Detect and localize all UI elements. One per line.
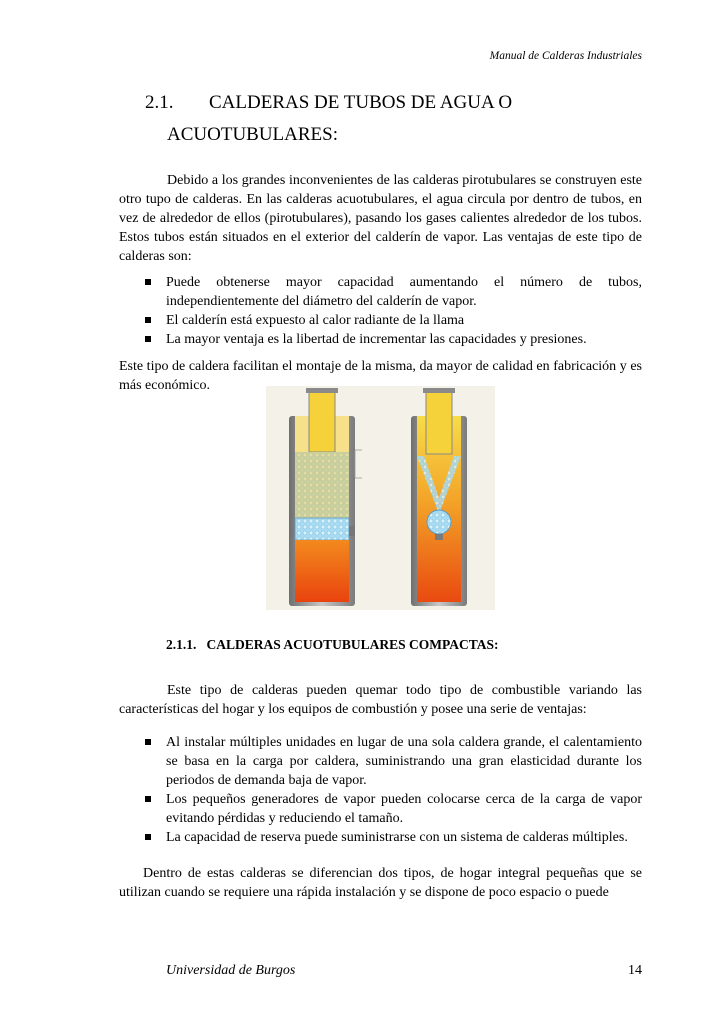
boiler-left xyxy=(289,388,362,606)
list-item: Los pequeños generadores de vapor pueden colocarse cerca de la carga de vapor evitando pérdidas y reduciendo el tamaño. xyxy=(145,790,642,828)
list-item: La capacidad de reserva puede suministrarse con un sistema de calderas múltiples. xyxy=(145,828,642,847)
intro-paragraph: Debido a los grandes inconvenientes de las calderas pirotubulares se construyen este otro tupo de calderas. En las calderas acuotubulares, el agua circula por dentro de tubos, en vez de alrededor de ellos (pirotubulares), pasando los gases calientes alrededor de los tubos. Estos tubos están situados en el exterior del calderín de vapor. Las ventajas de este tipo de calderas son: xyxy=(119,173,642,264)
summary-paragraph: Este tipo de caldera facilitan el montaje de la misma, da mayor de calidad en fabricación y es más económico. xyxy=(119,359,642,393)
list-item: Puede obtenerse mayor capacidad aumentando el número de tubos, independientemente del diámetro del calderín de vapor. xyxy=(145,273,642,311)
boiler-right xyxy=(411,388,467,606)
list-item: La mayor ventaja es la libertad de incrementar las capacidades y presiones. xyxy=(145,330,642,349)
compact-advantages-list xyxy=(145,733,642,847)
boiler-figure xyxy=(266,386,495,610)
list-item: Al instalar múltiples unidades en lugar de una sola caldera grande, el calentamiento se basa en la carga por caldera, suministrando una gran elasticidad durante los periodos de demanda baja de vapor. xyxy=(145,733,642,790)
section-title-line2: ACUOTUBULARES: xyxy=(167,124,339,145)
advantages-list xyxy=(145,273,642,349)
section-number: 2.1. xyxy=(145,92,174,113)
closing-paragraph: Dentro de estas calderas se diferencian dos tipos, de hogar integral pequeñas que se utilizan cuando se requiere una rápida instalación y se dispone de poco espacio o puede xyxy=(119,866,642,900)
page-number: 14 xyxy=(628,963,642,978)
compact-paragraph: Este tipo de calderas pueden quemar todo tipo de combustible variando las características del hogar y los equipos de combustión y posee una serie de ventajas: xyxy=(119,683,642,717)
subsection-title: CALDERAS ACUOTUBULARES COMPACTAS: xyxy=(206,637,499,652)
boiler-diagram xyxy=(266,386,495,610)
running-header: Manual de Calderas Industriales xyxy=(489,50,642,62)
footer-institution: Universidad de Burgos xyxy=(166,963,296,978)
list-item: El calderín está expuesto al calor radiante de la llama xyxy=(145,311,642,330)
subsection-heading xyxy=(166,637,499,653)
section-title-line1: CALDERAS DE TUBOS DE AGUA O xyxy=(209,92,513,113)
subsection-number: 2.1.1. xyxy=(166,637,197,652)
